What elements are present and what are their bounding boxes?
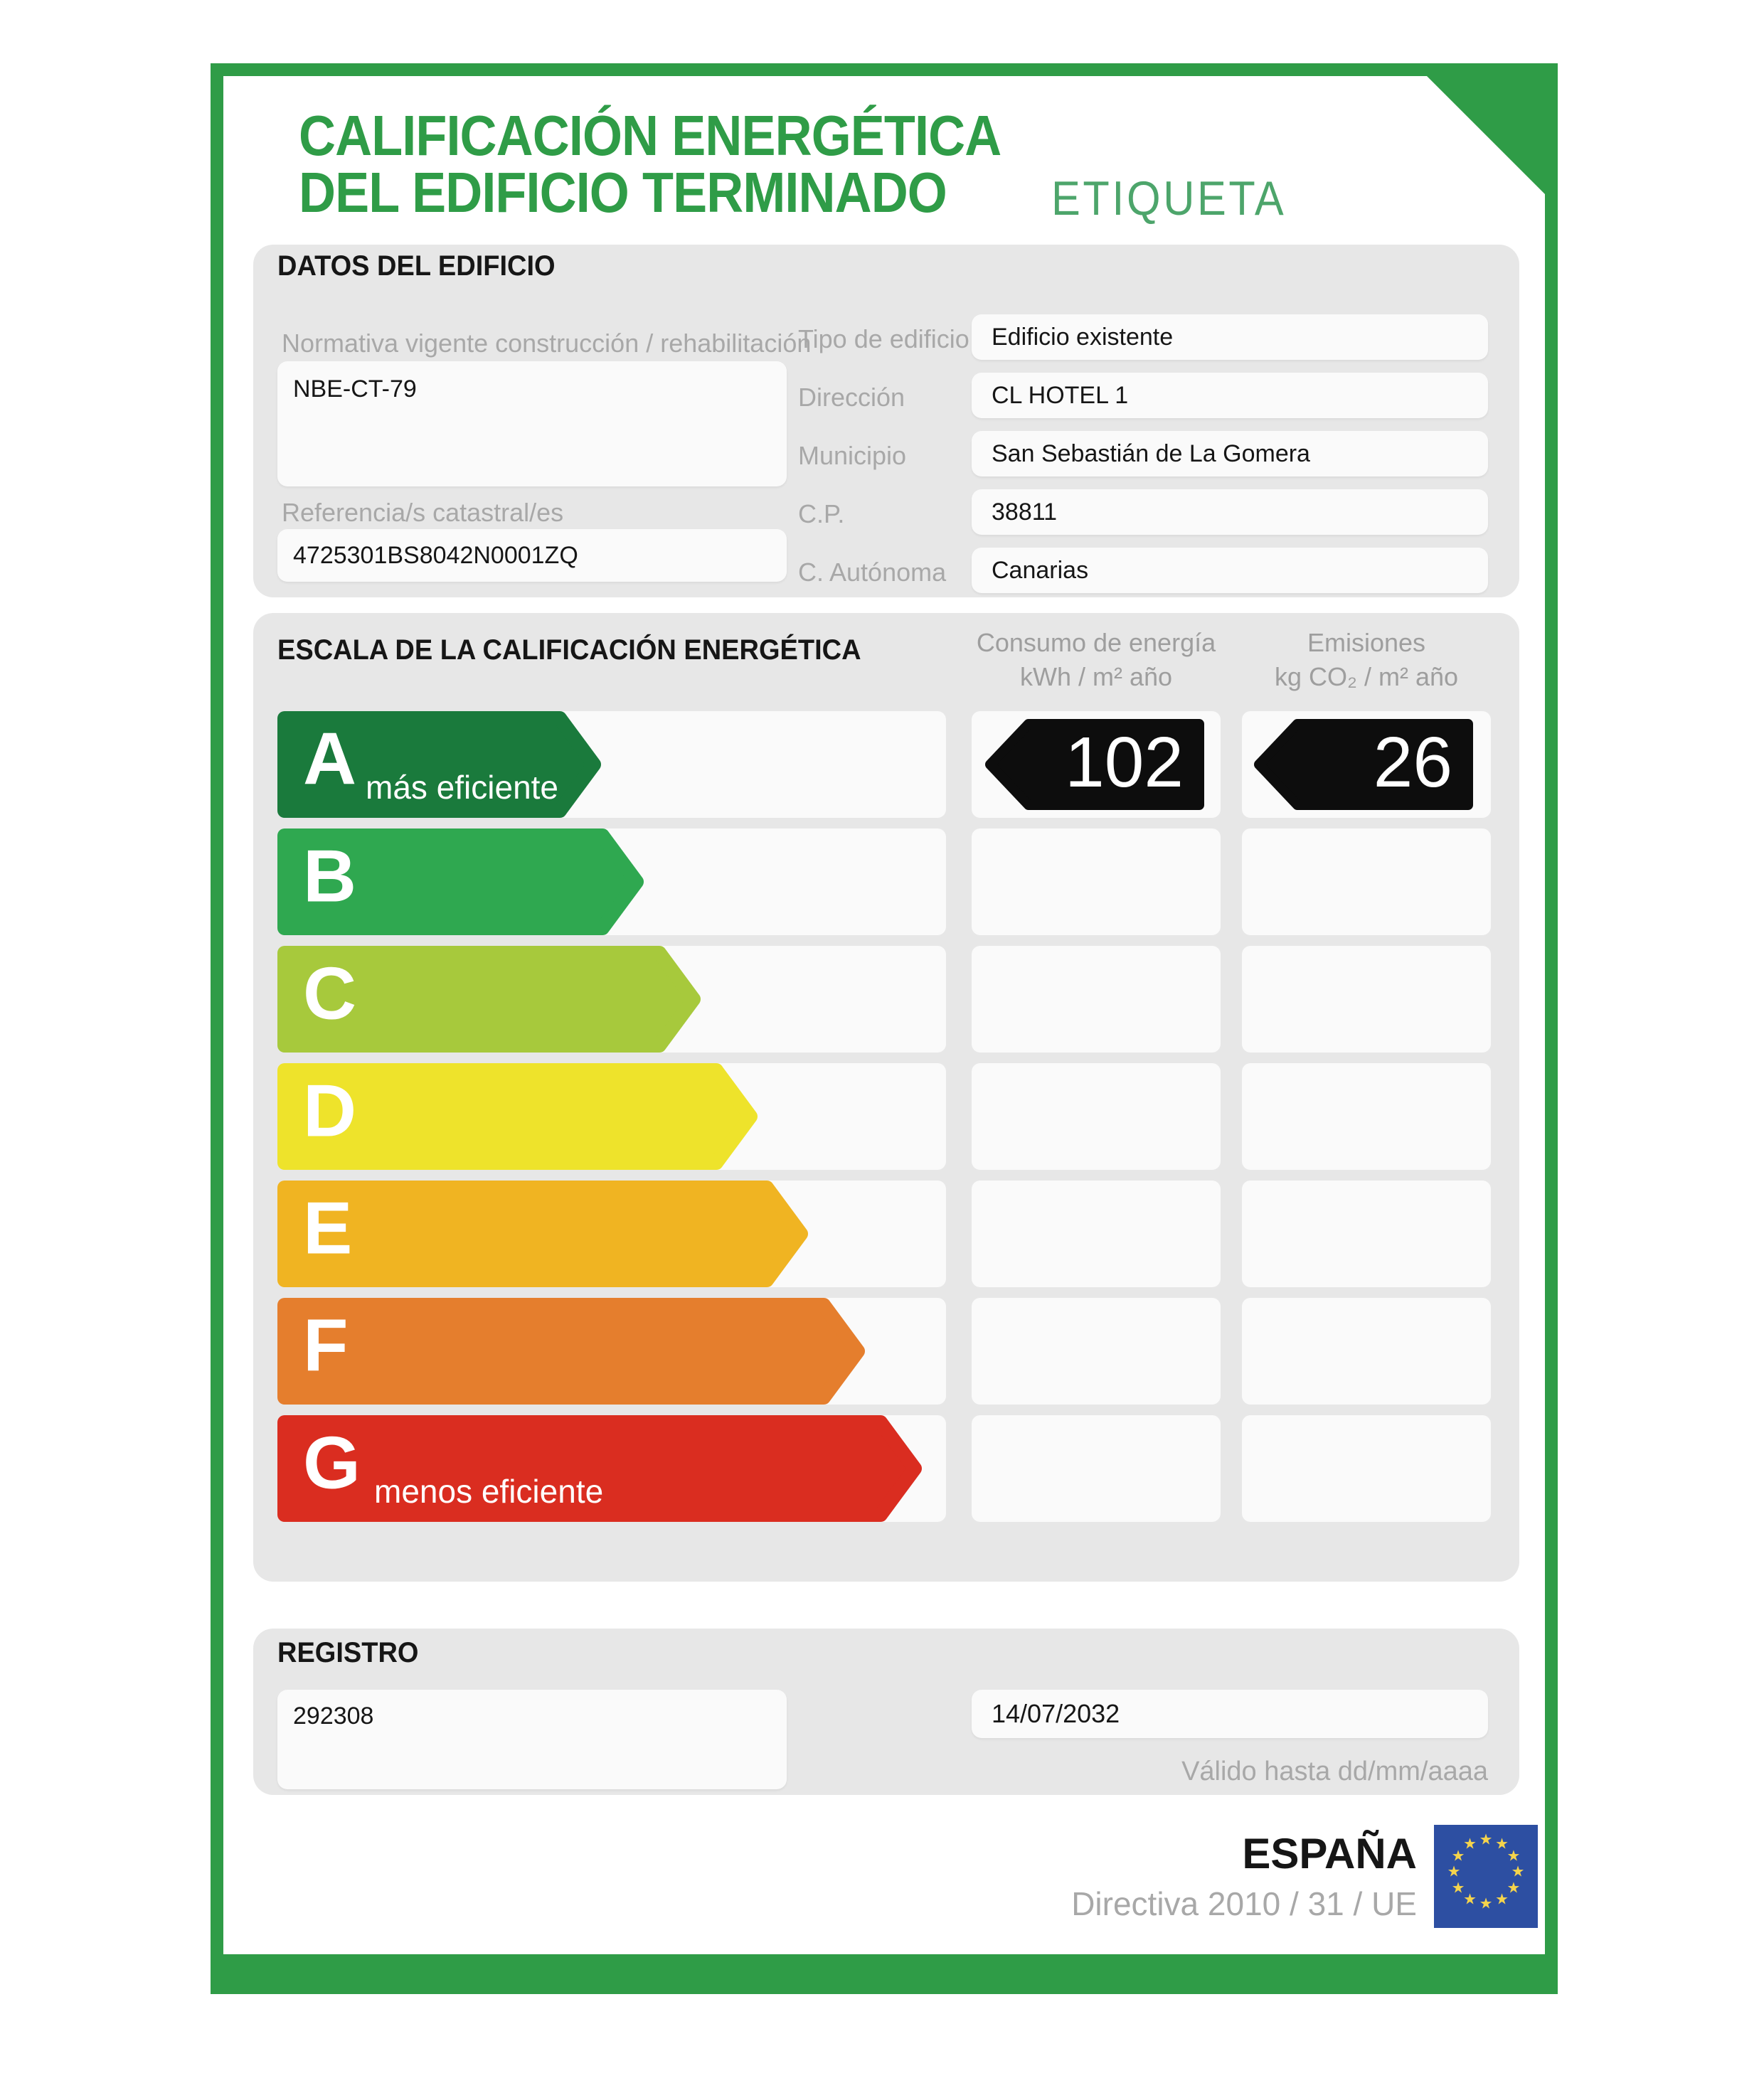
- consumo-value: 102: [1065, 723, 1184, 803]
- cp-label: C.P.: [798, 499, 845, 528]
- consumo-column-header: Consumo de energía kWh / m² año: [976, 628, 1216, 691]
- eu-star-icon: ★: [1447, 1863, 1461, 1880]
- registro-number-field: [277, 1690, 787, 1789]
- tipo-edificio-label: Tipo de edificio: [798, 324, 969, 353]
- consumo-cell-G: [972, 1415, 1221, 1522]
- emisiones-cell-F: [1242, 1298, 1491, 1405]
- referencia-label: Referencia/s catastral/es: [282, 498, 564, 527]
- rating-arrow-D: [277, 1063, 758, 1170]
- rating-arrow-A: [277, 711, 601, 818]
- rating-arrow-F: [277, 1298, 865, 1405]
- valid-date-value: 14/07/2032: [992, 1699, 1120, 1728]
- autonoma-field: [972, 548, 1488, 593]
- eu-star-icon: ★: [1507, 1848, 1521, 1864]
- direccion-field: [972, 373, 1488, 418]
- rating-arrow-B: [277, 828, 644, 935]
- eu-star-icon: ★: [1451, 1848, 1465, 1864]
- normativa-value: NBE-CT-79: [293, 375, 417, 403]
- eu-star-icon: ★: [1479, 1831, 1493, 1848]
- cp-field: [972, 489, 1488, 535]
- rating-arrow-G: [277, 1415, 922, 1522]
- referencia-field: [277, 529, 787, 582]
- consumo-cell-F: [972, 1298, 1221, 1405]
- rating-letter-E: E: [303, 1187, 353, 1270]
- municipio-field: [972, 431, 1488, 476]
- emisiones-cell-E: [1242, 1181, 1491, 1287]
- autonoma-label: C. Autónoma: [798, 558, 947, 587]
- page-title-line2: DEL EDIFICIO TERMINADO: [299, 161, 947, 224]
- consumo-cell-E: [972, 1181, 1221, 1287]
- emisiones-value: 26: [1373, 723, 1452, 803]
- direccion-label: Dirección: [798, 383, 905, 412]
- energy-scale-title: ESCALA DE LA CALIFICACIÓN ENERGÉTICA: [277, 634, 861, 666]
- rating-arrow-E: [277, 1181, 808, 1287]
- consumo-cell-C: [972, 946, 1221, 1053]
- eu-star-icon: ★: [1507, 1880, 1521, 1896]
- eu-star-icon: ★: [1495, 1835, 1509, 1853]
- rating-letter-A: A: [303, 718, 357, 801]
- emisiones-value-tag: [1253, 718, 1474, 811]
- eu-star-icon: ★: [1463, 1835, 1477, 1853]
- rating-letter-B: B: [303, 835, 357, 918]
- referencia-value: 4725301BS8042N0001ZQ: [293, 542, 578, 569]
- registro-title: REGISTRO: [277, 1637, 419, 1668]
- rating-letter-D: D: [303, 1070, 357, 1153]
- efficiency-note-A: más eficiente: [366, 769, 559, 806]
- eu-star-icon: ★: [1479, 1895, 1493, 1912]
- eu-star-icon: ★: [1451, 1880, 1465, 1896]
- normativa-field: [277, 361, 787, 486]
- registro-number-value: 292308: [293, 1703, 374, 1730]
- rating-letter-G: G: [303, 1422, 361, 1505]
- municipio-label: Municipio: [798, 441, 907, 470]
- eu-flag-icon: [1434, 1825, 1538, 1928]
- emisiones-cell-C: [1242, 946, 1491, 1053]
- autonoma-value: Canarias: [992, 557, 1089, 584]
- eu-star-icon: ★: [1511, 1863, 1525, 1880]
- emisiones-cell-D: [1242, 1063, 1491, 1170]
- building-data-title: DATOS DEL EDIFICIO: [277, 250, 556, 282]
- rating-letter-F: F: [303, 1304, 349, 1387]
- valid-hint-label: Válido hasta dd/mm/aaaa: [1181, 1757, 1488, 1786]
- direccion-value: CL HOTEL 1: [992, 382, 1129, 409]
- municipio-value: San Sebastián de La Gomera: [992, 440, 1310, 467]
- consumo-value-tag: [984, 718, 1205, 811]
- cp-value: 38811: [992, 499, 1058, 526]
- emisiones-cell-B: [1242, 828, 1491, 935]
- etiqueta-label: ETIQUETA: [1051, 171, 1287, 225]
- directive-label: Directiva 2010 / 31 / UE: [1071, 1885, 1417, 1922]
- eu-star-icon: ★: [1463, 1891, 1477, 1908]
- emisiones-cell-G: [1242, 1415, 1491, 1522]
- valid-date-field: [972, 1690, 1488, 1738]
- consumo-cell-B: [972, 828, 1221, 935]
- rating-letter-C: C: [303, 952, 357, 1035]
- efficiency-note-G: menos eficiente: [374, 1473, 604, 1510]
- tipo-edificio-value: Edificio existente: [992, 324, 1174, 351]
- page-title-line1: CALIFICACIÓN ENERGÉTICA: [299, 104, 1001, 167]
- tipo-edificio-field: [972, 314, 1488, 360]
- rating-arrow-C: [277, 946, 701, 1053]
- country-label: ESPAÑA: [1242, 1830, 1417, 1877]
- emisiones-column-header: Emisiones kg CO₂ / m² año: [1274, 628, 1459, 691]
- consumo-cell-D: [972, 1063, 1221, 1170]
- normativa-label: Normativa vigente construcción / rehabilitación: [282, 329, 812, 358]
- eu-star-icon: ★: [1495, 1891, 1509, 1908]
